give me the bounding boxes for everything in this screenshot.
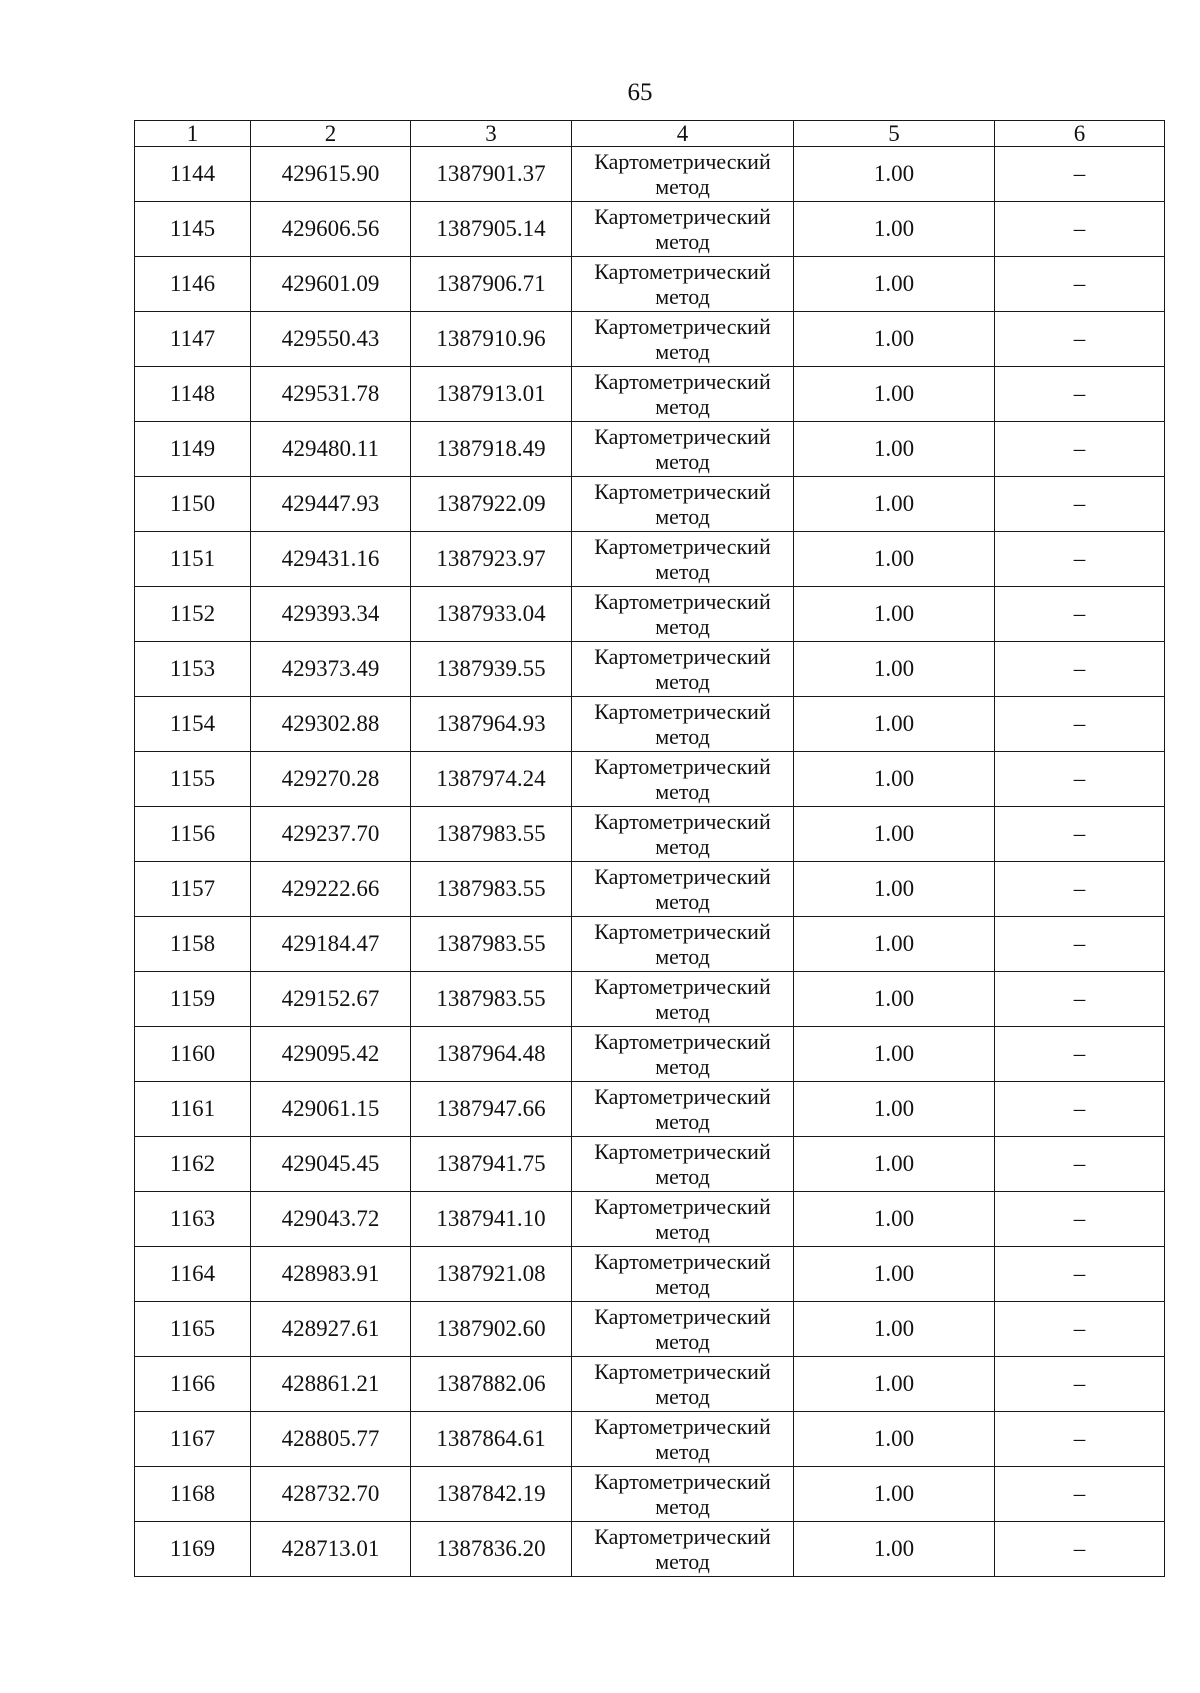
accuracy-cell: 1.00	[794, 697, 995, 752]
note-cell: –	[995, 257, 1165, 312]
note-cell: –	[995, 1302, 1165, 1357]
table-row	[135, 1412, 1165, 1467]
method-cell	[572, 477, 794, 532]
point-number-cell: 1148	[135, 367, 251, 422]
y-coordinate-cell: 1387921.08	[411, 1247, 572, 1302]
method-cell	[572, 862, 794, 917]
coordinates-table	[134, 120, 1165, 1577]
method-text-line-2: метод	[655, 284, 710, 309]
accuracy-cell: 1.00	[794, 917, 995, 972]
method-text-line-2: метод	[655, 1549, 710, 1574]
method-text-line-1: Картометрический	[594, 809, 771, 834]
table-row	[135, 697, 1165, 752]
header-col-1: 1	[135, 121, 251, 147]
method-text-line-1: Картометрический	[594, 424, 771, 449]
method-text-line-2: метод	[655, 669, 710, 694]
method-text-line-1: Картометрический	[594, 204, 771, 229]
method-text-line-1: Картометрический	[594, 644, 771, 669]
point-number-cell: 1157	[135, 862, 251, 917]
point-number-cell: 1159	[135, 972, 251, 1027]
point-number-cell: 1169	[135, 1522, 251, 1577]
x-coordinate-cell: 429373.49	[251, 642, 411, 697]
x-coordinate-cell: 429601.09	[251, 257, 411, 312]
x-coordinate-cell: 429222.66	[251, 862, 411, 917]
point-number-cell: 1145	[135, 202, 251, 257]
table-row	[135, 147, 1165, 202]
method-cell	[572, 752, 794, 807]
point-number-cell: 1154	[135, 697, 251, 752]
method-text-line-1: Картометрический	[594, 1524, 771, 1549]
method-text-line-2: метод	[655, 1274, 710, 1299]
method-text-line-2: метод	[655, 779, 710, 804]
x-coordinate-cell: 429447.93	[251, 477, 411, 532]
y-coordinate-cell: 1387974.24	[411, 752, 572, 807]
table-row	[135, 312, 1165, 367]
method-text-line-2: метод	[655, 1054, 710, 1079]
method-text-line-1: Картометрический	[594, 149, 771, 174]
method-text-line-2: метод	[655, 504, 710, 529]
method-text-line-1: Картометрический	[594, 919, 771, 944]
note-cell: –	[995, 1027, 1165, 1082]
point-number-cell: 1150	[135, 477, 251, 532]
header-col-2: 2	[251, 121, 411, 147]
method-text-line-1: Картометрический	[594, 974, 771, 999]
point-number-cell: 1156	[135, 807, 251, 862]
method-text-line-2: метод	[655, 1384, 710, 1409]
y-coordinate-cell: 1387906.71	[411, 257, 572, 312]
accuracy-cell: 1.00	[794, 532, 995, 587]
method-cell	[572, 1302, 794, 1357]
method-cell	[572, 1357, 794, 1412]
method-text-line-2: метод	[655, 999, 710, 1024]
accuracy-cell: 1.00	[794, 1082, 995, 1137]
y-coordinate-cell: 1387918.49	[411, 422, 572, 477]
note-cell: –	[995, 862, 1165, 917]
header-col-5: 5	[794, 121, 995, 147]
y-coordinate-cell: 1387923.97	[411, 532, 572, 587]
note-cell: –	[995, 1247, 1165, 1302]
method-text-line-1: Картометрический	[594, 369, 771, 394]
x-coordinate-cell: 429550.43	[251, 312, 411, 367]
table-row	[135, 972, 1165, 1027]
note-cell: –	[995, 1082, 1165, 1137]
method-text-line-1: Картометрический	[594, 314, 771, 339]
accuracy-cell: 1.00	[794, 1137, 995, 1192]
table-header	[135, 121, 1165, 147]
note-cell: –	[995, 917, 1165, 972]
table-row	[135, 532, 1165, 587]
note-cell: –	[995, 477, 1165, 532]
method-text-line-2: метод	[655, 229, 710, 254]
y-coordinate-cell: 1387983.55	[411, 917, 572, 972]
table-row	[135, 422, 1165, 477]
table-row	[135, 1357, 1165, 1412]
method-cell	[572, 697, 794, 752]
point-number-cell: 1164	[135, 1247, 251, 1302]
table-row	[135, 1247, 1165, 1302]
table-row	[135, 1192, 1165, 1247]
y-coordinate-cell: 1387983.55	[411, 862, 572, 917]
method-cell	[572, 532, 794, 587]
y-coordinate-cell: 1387842.19	[411, 1467, 572, 1522]
y-coordinate-cell: 1387941.10	[411, 1192, 572, 1247]
accuracy-cell: 1.00	[794, 422, 995, 477]
method-text-line-1: Картометрический	[594, 1414, 771, 1439]
y-coordinate-cell: 1387864.61	[411, 1412, 572, 1467]
note-cell: –	[995, 147, 1165, 202]
method-text-line-1: Картометрический	[594, 1249, 771, 1274]
method-text-line-2: метод	[655, 1109, 710, 1134]
method-cell	[572, 642, 794, 697]
accuracy-cell: 1.00	[794, 257, 995, 312]
method-cell	[572, 1467, 794, 1522]
method-text-line-2: метод	[655, 449, 710, 474]
table-row	[135, 1467, 1165, 1522]
method-cell	[572, 1192, 794, 1247]
accuracy-cell: 1.00	[794, 587, 995, 642]
accuracy-cell: 1.00	[794, 1192, 995, 1247]
table-row	[135, 1137, 1165, 1192]
method-cell	[572, 587, 794, 642]
x-coordinate-cell: 429431.16	[251, 532, 411, 587]
note-cell: –	[995, 642, 1165, 697]
x-coordinate-cell: 429152.67	[251, 972, 411, 1027]
x-coordinate-cell: 429184.47	[251, 917, 411, 972]
point-number-cell: 1153	[135, 642, 251, 697]
note-cell: –	[995, 1137, 1165, 1192]
note-cell: –	[995, 312, 1165, 367]
table-row	[135, 917, 1165, 972]
method-text-line-1: Картометрический	[594, 1139, 771, 1164]
header-col-3: 3	[411, 121, 572, 147]
point-number-cell: 1168	[135, 1467, 251, 1522]
method-text-line-2: метод	[655, 724, 710, 749]
method-cell	[572, 422, 794, 477]
y-coordinate-cell: 1387983.55	[411, 972, 572, 1027]
accuracy-cell: 1.00	[794, 477, 995, 532]
note-cell: –	[995, 1467, 1165, 1522]
table-row	[135, 807, 1165, 862]
note-cell: –	[995, 1522, 1165, 1577]
note-cell: –	[995, 807, 1165, 862]
method-cell	[572, 1522, 794, 1577]
table-row	[135, 257, 1165, 312]
point-number-cell: 1158	[135, 917, 251, 972]
point-number-cell: 1144	[135, 147, 251, 202]
accuracy-cell: 1.00	[794, 147, 995, 202]
method-cell	[572, 147, 794, 202]
y-coordinate-cell: 1387882.06	[411, 1357, 572, 1412]
accuracy-cell: 1.00	[794, 642, 995, 697]
note-cell: –	[995, 422, 1165, 477]
header-row	[135, 121, 1165, 147]
note-cell: –	[995, 367, 1165, 422]
note-cell: –	[995, 972, 1165, 1027]
x-coordinate-cell: 429095.42	[251, 1027, 411, 1082]
table-body	[135, 147, 1165, 1577]
note-cell: –	[995, 697, 1165, 752]
y-coordinate-cell: 1387964.93	[411, 697, 572, 752]
accuracy-cell: 1.00	[794, 1357, 995, 1412]
point-number-cell: 1166	[135, 1357, 251, 1412]
note-cell: –	[995, 202, 1165, 257]
y-coordinate-cell: 1387901.37	[411, 147, 572, 202]
point-number-cell: 1163	[135, 1192, 251, 1247]
method-text-line-2: метод	[655, 1329, 710, 1354]
method-text-line-2: метод	[655, 1494, 710, 1519]
method-text-line-1: Картометрический	[594, 699, 771, 724]
x-coordinate-cell: 429270.28	[251, 752, 411, 807]
method-text-line-2: метод	[655, 1439, 710, 1464]
x-coordinate-cell: 429061.15	[251, 1082, 411, 1137]
point-number-cell: 1155	[135, 752, 251, 807]
accuracy-cell: 1.00	[794, 1467, 995, 1522]
method-text-line-1: Картометрический	[594, 259, 771, 284]
method-cell	[572, 917, 794, 972]
method-cell	[572, 972, 794, 1027]
x-coordinate-cell: 428861.21	[251, 1357, 411, 1412]
accuracy-cell: 1.00	[794, 972, 995, 1027]
y-coordinate-cell: 1387922.09	[411, 477, 572, 532]
header-col-6: 6	[995, 121, 1165, 147]
x-coordinate-cell: 428732.70	[251, 1467, 411, 1522]
method-text-line-1: Картометрический	[594, 1304, 771, 1329]
note-cell: –	[995, 532, 1165, 587]
note-cell: –	[995, 1357, 1165, 1412]
y-coordinate-cell: 1387905.14	[411, 202, 572, 257]
accuracy-cell: 1.00	[794, 1247, 995, 1302]
x-coordinate-cell: 429615.90	[251, 147, 411, 202]
note-cell: –	[995, 1192, 1165, 1247]
y-coordinate-cell: 1387836.20	[411, 1522, 572, 1577]
method-text-line-2: метод	[655, 944, 710, 969]
x-coordinate-cell: 429480.11	[251, 422, 411, 477]
x-coordinate-cell: 429237.70	[251, 807, 411, 862]
header-col-4: 4	[572, 121, 794, 147]
x-coordinate-cell: 429302.88	[251, 697, 411, 752]
y-coordinate-cell: 1387947.66	[411, 1082, 572, 1137]
table-row	[135, 1027, 1165, 1082]
x-coordinate-cell: 429393.34	[251, 587, 411, 642]
x-coordinate-cell: 428713.01	[251, 1522, 411, 1577]
point-number-cell: 1167	[135, 1412, 251, 1467]
x-coordinate-cell: 428805.77	[251, 1412, 411, 1467]
method-text-line-1: Картометрический	[594, 1084, 771, 1109]
method-cell	[572, 312, 794, 367]
note-cell: –	[995, 587, 1165, 642]
table-row	[135, 1302, 1165, 1357]
point-number-cell: 1146	[135, 257, 251, 312]
y-coordinate-cell: 1387902.60	[411, 1302, 572, 1357]
point-number-cell: 1165	[135, 1302, 251, 1357]
method-text-line-2: метод	[655, 889, 710, 914]
method-cell	[572, 1137, 794, 1192]
accuracy-cell: 1.00	[794, 862, 995, 917]
table-row	[135, 202, 1165, 257]
point-number-cell: 1149	[135, 422, 251, 477]
method-cell	[572, 367, 794, 422]
method-text-line-1: Картометрический	[594, 1194, 771, 1219]
table-row	[135, 1522, 1165, 1577]
x-coordinate-cell: 429606.56	[251, 202, 411, 257]
y-coordinate-cell: 1387910.96	[411, 312, 572, 367]
method-text-line-1: Картометрический	[594, 589, 771, 614]
table-row	[135, 1082, 1165, 1137]
method-text-line-2: метод	[655, 1164, 710, 1189]
method-cell	[572, 1082, 794, 1137]
point-number-cell: 1151	[135, 532, 251, 587]
point-number-cell: 1152	[135, 587, 251, 642]
y-coordinate-cell: 1387983.55	[411, 807, 572, 862]
note-cell: –	[995, 752, 1165, 807]
accuracy-cell: 1.00	[794, 1522, 995, 1577]
method-text-line-2: метод	[655, 339, 710, 364]
accuracy-cell: 1.00	[794, 1412, 995, 1467]
x-coordinate-cell: 429043.72	[251, 1192, 411, 1247]
y-coordinate-cell: 1387933.04	[411, 587, 572, 642]
method-cell	[572, 257, 794, 312]
method-cell	[572, 202, 794, 257]
method-text-line-1: Картометрический	[594, 754, 771, 779]
table-row	[135, 367, 1165, 422]
point-number-cell: 1147	[135, 312, 251, 367]
accuracy-cell: 1.00	[794, 367, 995, 422]
method-text-line-1: Картометрический	[594, 864, 771, 889]
accuracy-cell: 1.00	[794, 1027, 995, 1082]
method-text-line-1: Картометрический	[594, 479, 771, 504]
table-row	[135, 642, 1165, 697]
method-text-line-2: метод	[655, 1219, 710, 1244]
accuracy-cell: 1.00	[794, 752, 995, 807]
y-coordinate-cell: 1387964.48	[411, 1027, 572, 1082]
point-number-cell: 1162	[135, 1137, 251, 1192]
method-text-line-2: метод	[655, 394, 710, 419]
method-text-line-2: метод	[655, 834, 710, 859]
table-row	[135, 862, 1165, 917]
accuracy-cell: 1.00	[794, 312, 995, 367]
accuracy-cell: 1.00	[794, 807, 995, 862]
method-cell	[572, 1247, 794, 1302]
method-cell	[572, 807, 794, 862]
accuracy-cell: 1.00	[794, 1302, 995, 1357]
accuracy-cell: 1.00	[794, 202, 995, 257]
method-text-line-1: Картометрический	[594, 534, 771, 559]
table-row	[135, 752, 1165, 807]
method-text-line-2: метод	[655, 614, 710, 639]
point-number-cell: 1161	[135, 1082, 251, 1137]
table-row	[135, 477, 1165, 532]
x-coordinate-cell: 428927.61	[251, 1302, 411, 1357]
y-coordinate-cell: 1387913.01	[411, 367, 572, 422]
method-text-line-2: метод	[655, 559, 710, 584]
method-text-line-1: Картометрический	[594, 1469, 771, 1494]
method-text-line-2: метод	[655, 174, 710, 199]
method-cell	[572, 1027, 794, 1082]
y-coordinate-cell: 1387939.55	[411, 642, 572, 697]
x-coordinate-cell: 429531.78	[251, 367, 411, 422]
page-number: 65	[627, 79, 653, 106]
method-text-line-1: Картометрический	[594, 1029, 771, 1054]
point-number-cell: 1160	[135, 1027, 251, 1082]
x-coordinate-cell: 428983.91	[251, 1247, 411, 1302]
y-coordinate-cell: 1387941.75	[411, 1137, 572, 1192]
x-coordinate-cell: 429045.45	[251, 1137, 411, 1192]
note-cell: –	[995, 1412, 1165, 1467]
method-cell	[572, 1412, 794, 1467]
method-text-line-1: Картометрический	[594, 1359, 771, 1384]
table-row	[135, 587, 1165, 642]
